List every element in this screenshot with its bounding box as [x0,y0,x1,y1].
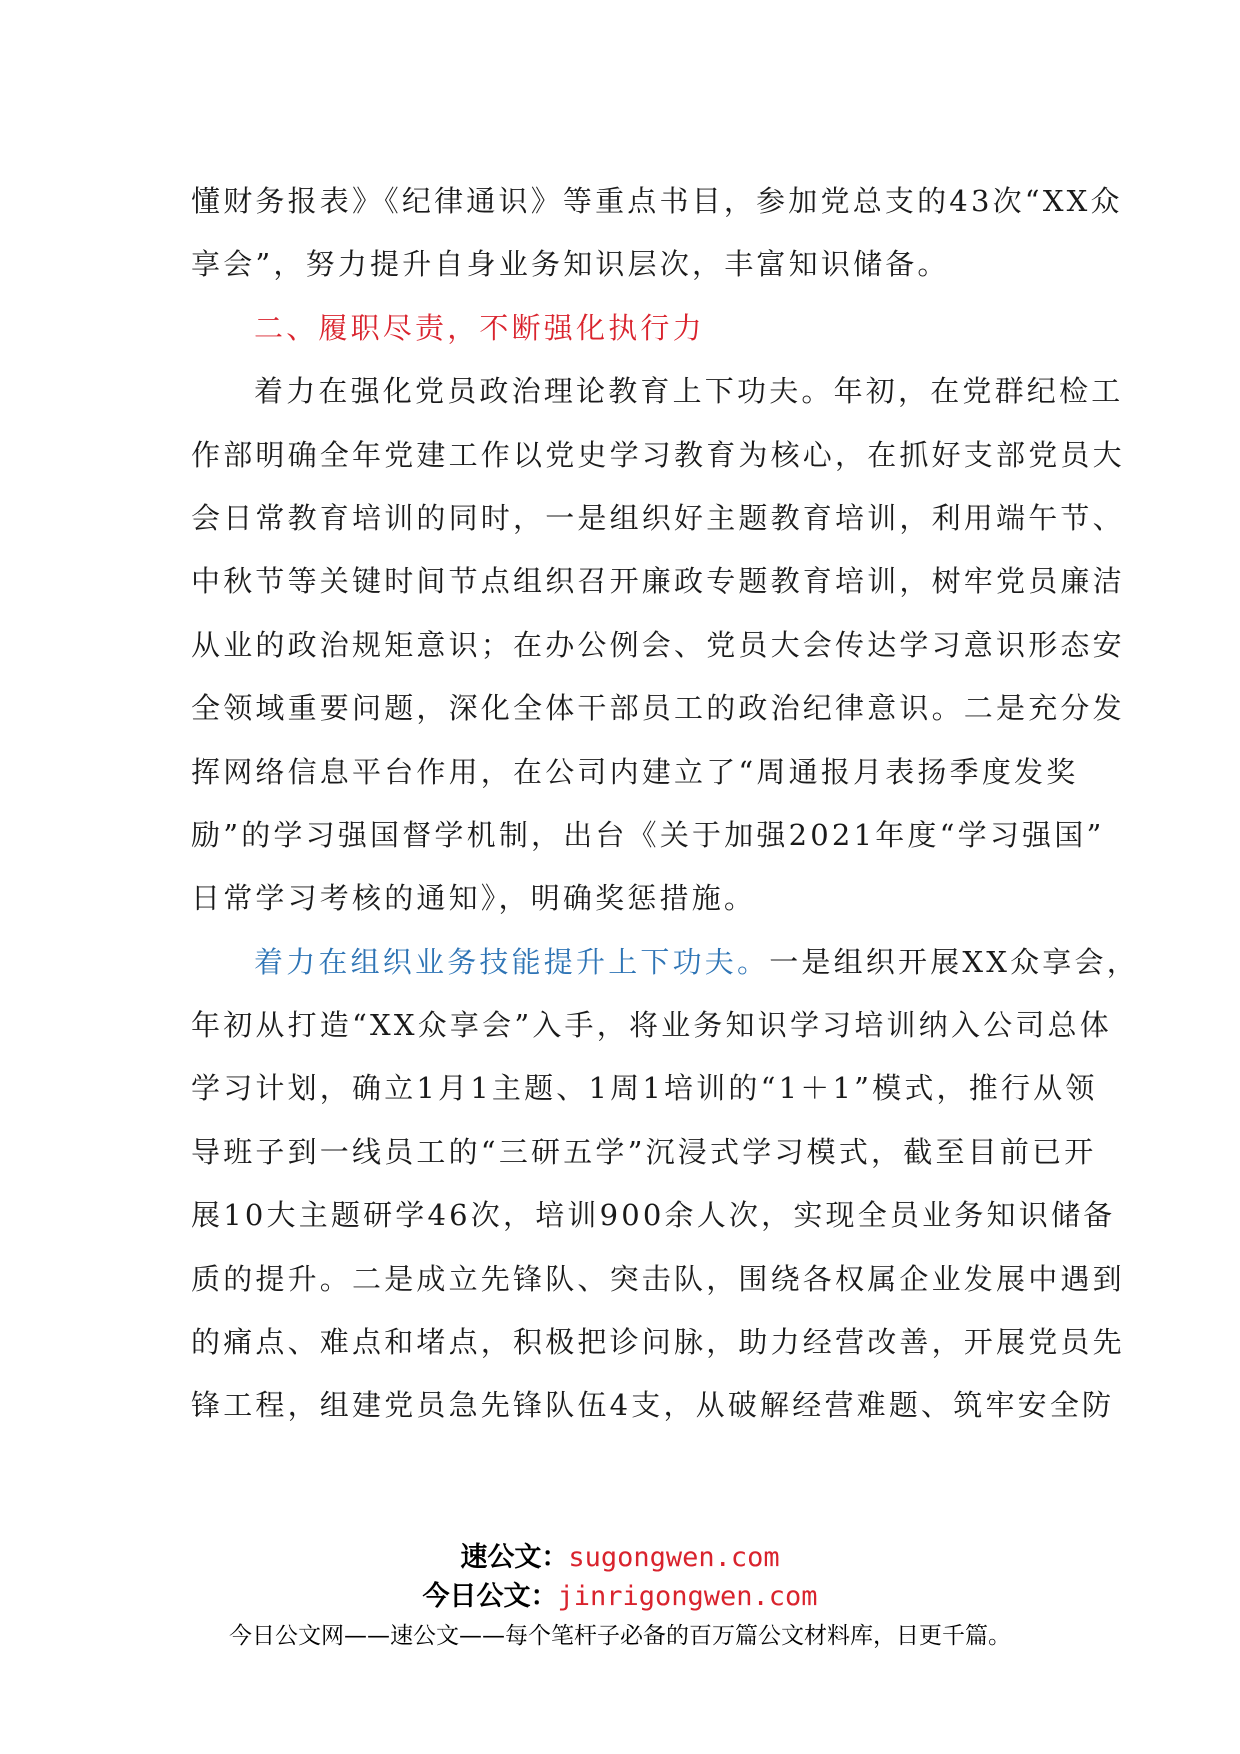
body-line: 挥网络信息平台作用，在公司内建立了“周通报月表扬季度发奖 [191,754,1079,789]
footer-link-sugongwen[interactable]: sugongwen.com [568,1542,780,1573]
body-line: 展10大主题研学46次，培训900余人次，实现全员业务知识储备 [191,1198,1116,1233]
body-line: 励”的学习强国督学机制，出台《关于加强2021年度“学习强国” [191,817,1105,852]
footer-label: 今日公文： [422,1581,558,1612]
body-line: 锋工程，组建党员急先锋队伍4支，从破解经营难题、筑牢安全防 [191,1388,1115,1423]
body-line: 中秋节等关键时间节点组织召开廉政专题教育培训，树牢党员廉洁 [191,564,1125,599]
paragraph-first-line [191,931,1139,994]
section-heading: 二、履职尽责，不断强化执行力 [254,310,705,345]
body-line: 全领域重要问题，深化全体干部员工的政治纪律意识。二是充分发 [191,691,1125,726]
body-line: 学习计划，确立1月1主题、1周1培训的“1＋1”模式，推行从领 [191,1071,1098,1106]
footer-slogan: 今日公文网——速公文——每个笔杆子必备的百万篇公文材料库，日更千篇。 [229,1623,1011,1649]
document-body [191,170,1139,1438]
paragraph-lead-phrase: 着力在组织业务技能提升上下功夫。 [254,944,770,979]
body-line: 质的提升。二是成立先锋队、突击队，围绕各权属企业发展中遇到 [191,1261,1125,1296]
footer-label: 速公文： [460,1542,569,1573]
body-line: 着力在强化党员政治理论教育上下功夫。年初，在党群纪检工 [254,374,1124,409]
body-line: 导班子到一线员工的“三研五学”沉浸式学习模式，截至目前已开 [191,1134,1097,1169]
body-line: 年初从打造“XX众享会”入手，将业务知识学习培训纳入公司总体 [191,1008,1112,1043]
footer-link-jinrigongwen[interactable]: jinrigongwen.com [557,1581,818,1612]
body-line: 会日常教育培训的同时，一是组织好主题教育培训，利用端午节、 [191,500,1125,535]
body-line: 作部明确全年党建工作以党史学习教育为核心，在抓好支部党员大 [191,437,1125,472]
body-line: 懂财务报表》《纪律通识》等重点书目，参加党总支的43次“XX众 [191,184,1123,218]
footer-site-line-1 [0,1535,1240,1574]
body-line: 享会”，努力提升自身业务知识层次，丰富知识储备。 [191,247,950,282]
footer-site-line-2 [0,1574,1240,1613]
paragraph-lead-rest: 一是组织开展XX众享会， [769,944,1139,979]
body-line: 从业的政治规矩意识；在办公例会、党员大会传达学习意识形态安 [191,627,1125,662]
body-line: 的痛点、难点和堵点，积极把诊问脉，助力经营改善，开展党员先 [191,1325,1125,1360]
body-line: 日常学习考核的通知》，明确奖惩措施。 [191,881,757,916]
